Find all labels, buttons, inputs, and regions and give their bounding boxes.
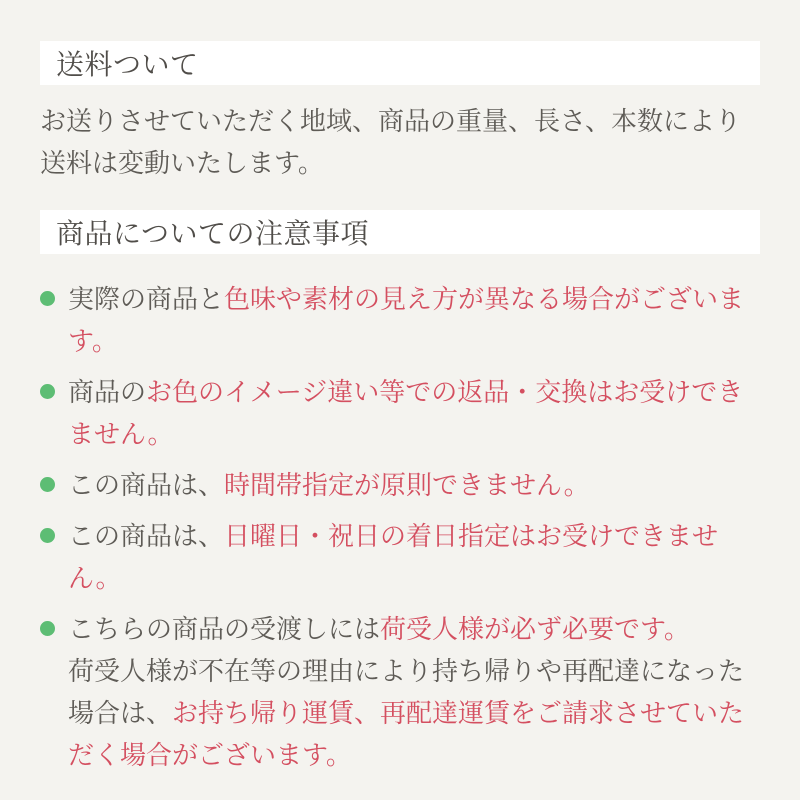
notice-text <box>68 515 760 599</box>
bullet-icon <box>40 384 55 399</box>
notice-item <box>40 515 760 599</box>
notice-text <box>68 464 760 506</box>
notices-list <box>40 278 760 776</box>
bullet-icon <box>40 291 55 306</box>
notice-item <box>40 608 760 776</box>
notices-title: 商品についての注意事項 <box>56 218 369 249</box>
bullet-icon <box>40 621 55 636</box>
notice-text <box>68 608 760 776</box>
notice-plain-text: こちらの商品の受渡しには <box>68 614 381 644</box>
notice-plain-text: 商品の <box>68 377 147 407</box>
notice-emphasis-text: 日曜日・祝日の着日指定はお受けできません。 <box>68 521 719 593</box>
notice-plain-text: 実際の商品と <box>68 284 225 314</box>
notice-emphasis-text: 色味や素材の見え方が異なる場合がございます。 <box>68 284 745 356</box>
notice-item <box>40 278 760 362</box>
notice-plain-text: この商品は、 <box>68 521 225 551</box>
shipping-title: 送料ついて <box>56 49 199 80</box>
section-header-shipping <box>40 41 760 85</box>
notice-emphasis-text: 時間帯指定が原則できません。 <box>224 470 590 500</box>
notice-plain-text: この商品は、 <box>68 470 225 500</box>
notice-emphasis-text: お持ち帰り運賃、再配達運賃をご請求させていただく場合がございます。 <box>68 698 745 770</box>
notice-plain-text: 荷受人様が不在等の理由により持ち帰りや再配達になった場合は、 <box>68 656 745 728</box>
shipping-description: お送りさせていただく地域、商品の重量、長さ、本数により送料は変動いたします。 <box>40 106 741 178</box>
notice-item <box>40 371 760 455</box>
notice-emphasis-text: 荷受人様が必ず必要です。 <box>380 614 690 644</box>
notice-text <box>68 371 760 455</box>
notice-emphasis-text: お色のイメージ違い等での返品・交換はお受けできません。 <box>68 377 744 449</box>
notice-text <box>68 278 760 362</box>
bullet-icon <box>40 477 55 492</box>
bullet-icon <box>40 528 55 543</box>
notice-item <box>40 464 760 506</box>
section-header-notices <box>40 210 760 254</box>
